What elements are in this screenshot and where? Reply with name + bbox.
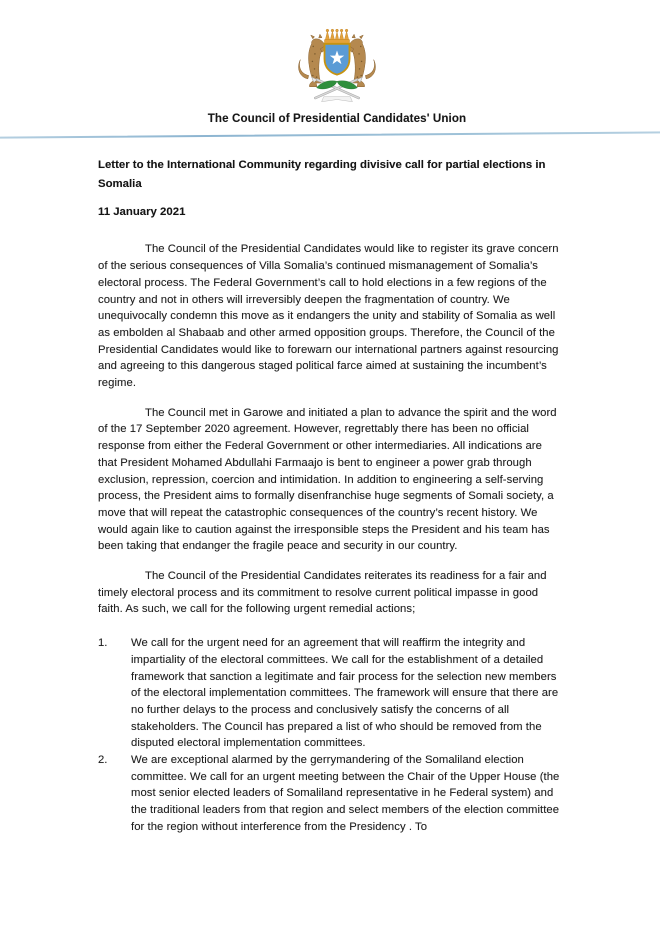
crown-shape bbox=[325, 29, 350, 44]
list-item-2-text: We are exceptional alarmed by the gerrymandering of the Somaliland election committee. We call for an urgent meeting between the Chair of the Upper House (the most senior elected leaders of Somaliland representative in he Federal system) and the traditional leaders from that region and select members of the election committee for the region without interference from the Presidency . To bbox=[131, 754, 560, 833]
paragraph-1: The Council of the Presidential Candidates would like to register its grave concern of the serious consequences of Villa Somalia’s continued mismanagement of Somalia’s electoral process. The Federal Government’s call to hold elections in a few regions of the country and not in others will irreversibly deepen the fragmentation of country. We unequivocally condemn this move as it endangers the unity and stability of Somalia as well as embolden al Shabaab and other armed opposition groups. Therefore, the Council of the Presidential Candidates would like to forewarn our international partners against resourcing and agreeing to this dangerous staged political farce aimed at sustaining the incumbent’s regime. bbox=[98, 243, 559, 390]
list-item-1-text: We call for the urgent need for an agreement that will reaffirm the integrity and impartiality of the electoral committees. We call for the establishment of a detailed framework that sanction a legitimate and fair process for the selection new members of the electoral implementation committees. The framework will ensure that there are no further delays to the process and conclusively satisfy the concerns of all stakeholders. The Council has prepared a list of who should be removed from the disputed electoral implementation committees. bbox=[131, 637, 559, 750]
remedial-actions-list bbox=[98, 635, 562, 835]
somalia-coat-of-arms-icon bbox=[287, 27, 387, 104]
letter-date: 11 January 2021 bbox=[98, 206, 186, 219]
list-item-2-number: 2. bbox=[98, 754, 108, 767]
letter-body bbox=[0, 136, 660, 835]
letterhead bbox=[0, 0, 660, 125]
list-item-1 bbox=[98, 635, 562, 752]
paragraph-3: The Council of the Presidential Candidates reiterates its readiness for a fair and timely electoral process and its commitment to resolve current political impasse in good faith. As such, we call for the following urgent remedial actions; bbox=[98, 570, 547, 616]
org-name: The Council of Presidential Candidates' Union bbox=[207, 112, 467, 125]
letter-title: Letter to the International Community regarding divisive call for partial elections in Somalia bbox=[98, 159, 546, 190]
ribbon bbox=[322, 97, 353, 102]
list-item-2 bbox=[98, 752, 562, 836]
paragraph-2: The Council met in Garowe and initiated a plan to advance the spirit and the word of the 17 September 2020 agreement. However, regrettably there has been no official response from either the Federal Government or other intermediaries. All indications are that President Mohamed Abdullahi Farmaajo is bent to engineer a power grab through exclusion, repression, coercion and intimidation. In addition to engineering a self-serving process, the President aims to formally disenfranchise huge segments of Somali society, a move that will repeat the catastrophic consequences of the country’s recent history. We would again like to caution against the irresponsible steps the President and his team has been taking that endanger the fragile peace and security in our country. bbox=[98, 406, 557, 553]
list-item-1-number: 1. bbox=[98, 637, 108, 650]
emblem-wrap bbox=[287, 27, 387, 109]
